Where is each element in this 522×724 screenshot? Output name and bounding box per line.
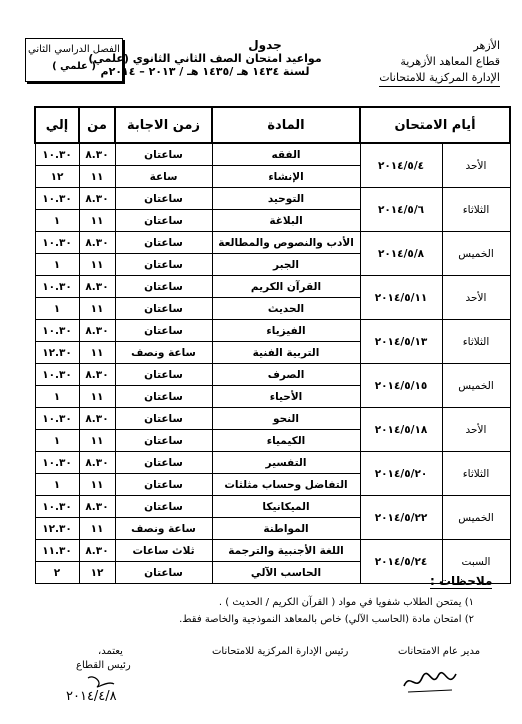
exam-day: السبت — [442, 540, 510, 584]
start-time-cell: ٨.٣٠ — [79, 276, 115, 298]
director-signature-scribble — [400, 666, 460, 696]
end-time-cell: ١ — [35, 298, 79, 320]
exam-date: ٢٠١٤/٥/١٨ — [360, 408, 442, 452]
header-subject: المادة — [212, 107, 360, 143]
institution-header — [340, 38, 500, 87]
end-time-cell: ١٢.٣٠ — [35, 342, 79, 364]
start-time-cell: ٨.٣٠ — [79, 232, 115, 254]
head-admin-signature-label: رئيس الإدارة المركزية للامتحانات — [212, 646, 349, 657]
exam-day: الثلاثاء — [442, 320, 510, 364]
subject-cell: الأحياء — [212, 386, 360, 408]
subject-cell: الميكانيكا — [212, 496, 360, 518]
exam-day: الأحد — [442, 408, 510, 452]
exam-date: ٢٠١٤/٥/٢٠ — [360, 452, 442, 496]
end-time-cell: ١ — [35, 254, 79, 276]
duration-cell: ساعتان — [115, 562, 212, 584]
subject-cell: التفسير — [212, 452, 360, 474]
table-row — [35, 320, 510, 342]
duration-cell: ساعتان — [115, 430, 212, 452]
duration-cell: ساعتان — [115, 188, 212, 210]
note-item: ١) يمتحن الطلاب شفويا في مواد ( القرآن الكريم / الحديث ) . — [218, 597, 474, 608]
subject-cell: الفقه — [212, 143, 360, 166]
start-time-cell: ١٢ — [79, 562, 115, 584]
end-time-cell: ١٠.٣٠ — [35, 364, 79, 386]
table-row — [35, 452, 510, 474]
note-item: ٢) امتحان مادة (الحاسب الآلي) خاص بالمعاهد النموذجية والخاصة فقط. — [179, 614, 474, 625]
subject-cell: التفاضل وحساب مثلثات — [212, 474, 360, 496]
start-time-cell: ١١ — [79, 386, 115, 408]
end-time-cell: ١٠.٣٠ — [35, 188, 79, 210]
exam-day: الثلاثاء — [442, 452, 510, 496]
duration-cell: ساعتان — [115, 452, 212, 474]
end-time-cell: ١ — [35, 210, 79, 232]
subject-cell: الصرف — [212, 364, 360, 386]
end-time-cell: ١٠.٣٠ — [35, 143, 79, 166]
exam-date: ٢٠١٤/٥/١١ — [360, 276, 442, 320]
table-row — [35, 364, 510, 386]
document-subtitle: مواعيد امتحان الصف الثاني الثانوي (علمي) — [88, 52, 322, 65]
duration-cell: ساعتان — [115, 143, 212, 166]
exam-day: الأحد — [442, 143, 510, 188]
stamp-date: ٢٠١٤/٤/٨ — [66, 689, 117, 704]
document-title-block — [88, 38, 340, 78]
table-row — [35, 143, 510, 166]
start-time-cell: ١١ — [79, 518, 115, 540]
subject-cell: الحاسب الآلي — [212, 562, 360, 584]
table-row — [35, 540, 510, 562]
subject-cell: الأدب والنصوص والمطالعة — [212, 232, 360, 254]
duration-cell: ثلاث ساعات — [115, 540, 212, 562]
start-time-cell: ٨.٣٠ — [79, 540, 115, 562]
table-row — [35, 408, 510, 430]
institution-line: الإدارة المركزية للامتحانات — [379, 70, 500, 87]
sector-head-label: رئيس القطاع — [76, 660, 131, 671]
duration-cell: ساعتان — [115, 232, 212, 254]
document-title: جدول — [248, 38, 282, 52]
exam-day: الخميس — [442, 364, 510, 408]
institution-line: قطاع المعاهد الأزهرية — [400, 55, 500, 68]
header-from: من — [79, 107, 115, 143]
start-time-cell: ٨.٣٠ — [79, 143, 115, 166]
table-row — [35, 276, 510, 298]
exam-day: الأحد — [442, 276, 510, 320]
end-time-cell: ١١.٣٠ — [35, 540, 79, 562]
subject-cell: التوحيد — [212, 188, 360, 210]
subject-cell: اللغة الأجنبية والترجمة — [212, 540, 360, 562]
duration-cell: ساعة ونصف — [115, 518, 212, 540]
exam-date: ٢٠١٤/٥/١٣ — [360, 320, 442, 364]
duration-cell: ساعتان — [115, 364, 212, 386]
table-row — [35, 232, 510, 254]
duration-cell: ساعتان — [115, 298, 212, 320]
start-time-cell: ٨.٣٠ — [79, 320, 115, 342]
start-time-cell: ٨.٣٠ — [79, 188, 115, 210]
institution-line: الأزهر — [473, 39, 500, 52]
exam-date: ٢٠١٤/٥/٢٤ — [360, 540, 442, 584]
duration-cell: ساعتان — [115, 254, 212, 276]
table-row — [35, 188, 510, 210]
header-to: إلي — [35, 107, 79, 143]
duration-cell: ساعتان — [115, 320, 212, 342]
semester-label: الفصل الدراسي الثاني — [28, 44, 120, 55]
exam-day: الخميس — [442, 496, 510, 540]
academic-year: لسنة ١٤٣٤ هـ /١٤٣٥ هـ / ٢٠١٣ – ٢٠١٤م — [100, 65, 310, 78]
exam-date: ٢٠١٤/٥/٨ — [360, 232, 442, 276]
approved-label: يعتمد، — [98, 646, 123, 657]
end-time-cell: ١٠.٣٠ — [35, 320, 79, 342]
end-time-cell: ١ — [35, 430, 79, 452]
start-time-cell: ١١ — [79, 298, 115, 320]
start-time-cell: ١١ — [79, 342, 115, 364]
exam-date: ٢٠١٤/٥/١٥ — [360, 364, 442, 408]
exam-day: الخميس — [442, 232, 510, 276]
subject-cell: الكيمياء — [212, 430, 360, 452]
table-header-row — [35, 107, 510, 143]
table-row — [35, 496, 510, 518]
start-time-cell: ٨.٣٠ — [79, 496, 115, 518]
end-time-cell: ١٢ — [35, 166, 79, 188]
subject-cell: المواطنة — [212, 518, 360, 540]
end-time-cell: ١٢.٣٠ — [35, 518, 79, 540]
end-time-cell: ٢ — [35, 562, 79, 584]
duration-cell: ساعتان — [115, 474, 212, 496]
duration-cell: ساعتان — [115, 496, 212, 518]
section-label: ( علمي ) — [52, 61, 96, 72]
duration-cell: ساعتان — [115, 408, 212, 430]
subject-cell: التربية الفنية — [212, 342, 360, 364]
start-time-cell: ١١ — [79, 166, 115, 188]
subject-cell: الحديث — [212, 298, 360, 320]
exam-date: ٢٠١٤/٥/٤ — [360, 143, 442, 188]
exam-schedule-table — [34, 106, 511, 584]
start-time-cell: ١١ — [79, 430, 115, 452]
subject-cell: الجبر — [212, 254, 360, 276]
header-days: أيام الامتحان — [360, 107, 510, 143]
duration-cell: ساعتان — [115, 210, 212, 232]
duration-cell: ساعة — [115, 166, 212, 188]
subject-cell: القرآن الكريم — [212, 276, 360, 298]
duration-cell: ساعتان — [115, 276, 212, 298]
semester-box — [25, 38, 123, 82]
notes-title: ملاحظات : — [430, 574, 493, 588]
start-time-cell: ١١ — [79, 210, 115, 232]
header-duration: زمن الاجابة — [115, 107, 212, 143]
end-time-cell: ١٠.٣٠ — [35, 408, 79, 430]
end-time-cell: ١٠.٣٠ — [35, 452, 79, 474]
subject-cell: الفيزياء — [212, 320, 360, 342]
exam-date: ٢٠١٤/٥/٢٢ — [360, 496, 442, 540]
end-time-cell: ١٠.٣٠ — [35, 232, 79, 254]
duration-cell: ساعة ونصف — [115, 342, 212, 364]
exam-day: الثلاثاء — [442, 188, 510, 232]
subject-cell: الإنشاء — [212, 166, 360, 188]
subject-cell: البلاغة — [212, 210, 360, 232]
start-time-cell: ٨.٣٠ — [79, 408, 115, 430]
start-time-cell: ١١ — [79, 474, 115, 496]
end-time-cell: ١٠.٣٠ — [35, 276, 79, 298]
duration-cell: ساعتان — [115, 386, 212, 408]
subject-cell: النحو — [212, 408, 360, 430]
start-time-cell: ١١ — [79, 254, 115, 276]
start-time-cell: ٨.٣٠ — [79, 452, 115, 474]
end-time-cell: ١٠.٣٠ — [35, 496, 79, 518]
end-time-cell: ١ — [35, 474, 79, 496]
sector-head-signature-stamp — [58, 672, 138, 706]
start-time-cell: ٨.٣٠ — [79, 364, 115, 386]
exam-date: ٢٠١٤/٥/٦ — [360, 188, 442, 232]
end-time-cell: ١ — [35, 386, 79, 408]
director-signature-label: مدير عام الامتحانات — [398, 646, 481, 657]
